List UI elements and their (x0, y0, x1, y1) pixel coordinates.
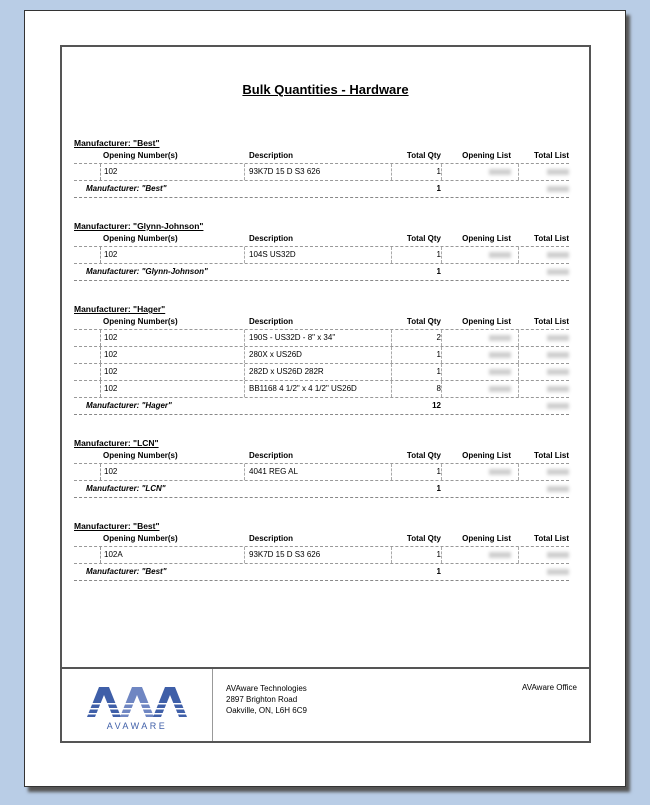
total-qty: 1 (436, 367, 441, 376)
item-table (74, 246, 569, 264)
cell-divider (244, 547, 245, 563)
manufacturer-total-row (74, 264, 569, 281)
manufacturer-total-row (74, 481, 569, 498)
header-opening: Opening Number(s) (103, 451, 178, 460)
manufacturer-heading: Manufacturer: "Best" (74, 521, 160, 531)
total-list-sum-redacted (547, 481, 569, 497)
opening-list-redacted (489, 464, 511, 480)
cell-divider (391, 381, 392, 397)
manufacturer-section (74, 437, 569, 498)
total-qty: 2 (436, 333, 441, 342)
header-opening: Opening Number(s) (103, 151, 178, 160)
report-title: Bulk Quantities - Hardware (242, 82, 409, 97)
manufacturer-heading: Manufacturer: "LCN" (74, 438, 159, 448)
item-table (74, 329, 569, 398)
column-headers (74, 149, 569, 163)
footer-divider (212, 669, 213, 741)
total-label: Manufacturer: "Glynn-Johnson" (86, 267, 208, 276)
cell-divider (391, 364, 392, 380)
opening-number: 102 (100, 464, 117, 480)
header-total-list: Total List (534, 234, 569, 243)
cell-divider (518, 364, 519, 380)
description: 93K7D 15 D S3 626 (249, 550, 321, 559)
header-opening: Opening Number(s) (103, 534, 178, 543)
description: BB1168 4 1/2" x 4 1/2" US26D (249, 384, 357, 393)
opening-list-redacted (489, 164, 511, 180)
manufacturer-heading: Manufacturer: "Best" (74, 138, 160, 148)
total-list-redacted (547, 164, 569, 180)
total-qty-sum: 1 (436, 184, 441, 193)
total-list-redacted (547, 381, 569, 397)
total-label: Manufacturer: "Hager" (86, 401, 172, 410)
total-label: Manufacturer: "Best" (86, 567, 167, 576)
table-row (74, 364, 569, 381)
opening-number: 102 (100, 381, 117, 397)
manufacturer-total-row (74, 181, 569, 198)
cell-divider (441, 547, 442, 563)
description: 4041 REG AL (249, 467, 298, 476)
cell-divider (244, 247, 245, 263)
manufacturer-heading: Manufacturer: "Hager" (74, 304, 166, 314)
total-list-redacted (547, 464, 569, 480)
opening-number: 102 (100, 164, 117, 180)
opening-number: 102 (100, 330, 117, 346)
column-headers (74, 315, 569, 329)
opening-list-redacted (489, 547, 511, 563)
cell-divider (391, 330, 392, 346)
cell-divider (441, 347, 442, 363)
description: 282D x US26D 282R (249, 367, 324, 376)
opening-number: 102 (100, 247, 117, 263)
column-headers (74, 532, 569, 546)
item-table (74, 163, 569, 181)
total-label: Manufacturer: "LCN" (86, 484, 166, 493)
header-description: Description (249, 151, 294, 160)
report-frame (60, 45, 591, 743)
header-total-qty: Total Qty (406, 317, 441, 326)
total-list-redacted (547, 330, 569, 346)
header-description: Description (249, 317, 294, 326)
header-total-qty: Total Qty (406, 534, 441, 543)
cell-divider (518, 381, 519, 397)
cell-divider (441, 164, 442, 180)
cell-divider (391, 547, 392, 563)
total-qty-sum: 1 (436, 567, 441, 576)
opening-list-redacted (489, 330, 511, 346)
cell-divider (518, 247, 519, 263)
total-qty: 1 (436, 550, 441, 559)
opening-list-redacted (489, 247, 511, 263)
opening-list-redacted (489, 381, 511, 397)
street-address: 2897 Brighton Road (226, 695, 298, 704)
company-name: AVAware Technologies (226, 684, 307, 693)
header-total-qty: Total Qty (406, 451, 441, 460)
header-total-qty: Total Qty (406, 234, 441, 243)
header-opening-list: Opening List (462, 534, 511, 543)
cell-divider (518, 330, 519, 346)
cell-divider (391, 347, 392, 363)
cell-divider (244, 381, 245, 397)
manufacturer-heading: Manufacturer: "Glynn-Johnson" (74, 221, 204, 231)
header-description: Description (249, 234, 294, 243)
table-row (74, 381, 569, 398)
manufacturer-section (74, 303, 569, 415)
header-total-qty: Total Qty (406, 151, 441, 160)
report-content (74, 137, 569, 603)
opening-number: 102 (100, 347, 117, 363)
table-row (74, 347, 569, 364)
description: 93K7D 15 D S3 626 (249, 167, 321, 176)
cell-divider (441, 364, 442, 380)
total-list-sum-redacted (547, 564, 569, 580)
cell-divider (244, 164, 245, 180)
cell-divider (441, 464, 442, 480)
column-headers (74, 232, 569, 246)
opening-number: 102 (100, 364, 117, 380)
total-qty: 1 (436, 167, 441, 176)
total-list-redacted (547, 547, 569, 563)
office-name: AVAware Office (522, 683, 577, 692)
header-opening-list: Opening List (462, 151, 511, 160)
table-row (74, 547, 569, 564)
cell-divider (244, 364, 245, 380)
header-total-list: Total List (534, 317, 569, 326)
report-footer (62, 667, 589, 741)
header-opening-list: Opening List (462, 451, 511, 460)
logo-mark (87, 687, 187, 717)
cell-divider (391, 164, 392, 180)
total-list-sum-redacted (547, 264, 569, 280)
manufacturer-section (74, 137, 569, 198)
table-row (74, 464, 569, 481)
total-label: Manufacturer: "Best" (86, 184, 167, 193)
total-list-redacted (547, 247, 569, 263)
header-total-list: Total List (534, 451, 569, 460)
cell-divider (244, 330, 245, 346)
table-row (74, 247, 569, 264)
description: 190S - US32D - 8" x 34" (249, 333, 336, 342)
total-qty: 1 (436, 350, 441, 359)
opening-list-redacted (489, 347, 511, 363)
description: 104S US32D (249, 250, 296, 259)
header-description: Description (249, 534, 294, 543)
cell-divider (441, 381, 442, 397)
total-qty: 8 (436, 384, 441, 393)
cell-divider (518, 347, 519, 363)
city-address: Oakville, ON, L6H 6C9 (226, 706, 307, 715)
cell-divider (244, 464, 245, 480)
manufacturer-section (74, 520, 569, 581)
total-qty-sum: 12 (432, 401, 441, 410)
total-qty-sum: 1 (436, 484, 441, 493)
column-headers (74, 449, 569, 463)
table-row (74, 164, 569, 181)
manufacturer-total-row (74, 564, 569, 581)
total-qty: 1 (436, 250, 441, 259)
header-total-list: Total List (534, 534, 569, 543)
cell-divider (441, 247, 442, 263)
avaware-logo (87, 683, 187, 733)
total-list-redacted (547, 347, 569, 363)
manufacturer-section (74, 220, 569, 281)
manufacturer-total-row (74, 398, 569, 415)
report-page (24, 10, 626, 787)
total-qty-sum: 1 (436, 267, 441, 276)
cell-divider (244, 347, 245, 363)
item-table (74, 546, 569, 564)
cell-divider (518, 164, 519, 180)
cell-divider (391, 247, 392, 263)
header-opening-list: Opening List (462, 317, 511, 326)
total-list-sum-redacted (547, 181, 569, 197)
opening-list-redacted (489, 364, 511, 380)
cell-divider (518, 547, 519, 563)
header-opening: Opening Number(s) (103, 234, 178, 243)
opening-number: 102A (100, 547, 123, 563)
header-total-list: Total List (534, 151, 569, 160)
item-table (74, 463, 569, 481)
table-row (74, 330, 569, 347)
description: 280X x US26D (249, 350, 302, 359)
cell-divider (441, 330, 442, 346)
header-description: Description (249, 451, 294, 460)
header-opening: Opening Number(s) (103, 317, 178, 326)
total-qty: 1 (436, 467, 441, 476)
header-opening-list: Opening List (462, 234, 511, 243)
total-list-sum-redacted (547, 398, 569, 414)
cell-divider (518, 464, 519, 480)
logo-text: AVAWARE (106, 721, 168, 731)
cell-divider (391, 464, 392, 480)
company-address (226, 683, 307, 716)
total-list-redacted (547, 364, 569, 380)
